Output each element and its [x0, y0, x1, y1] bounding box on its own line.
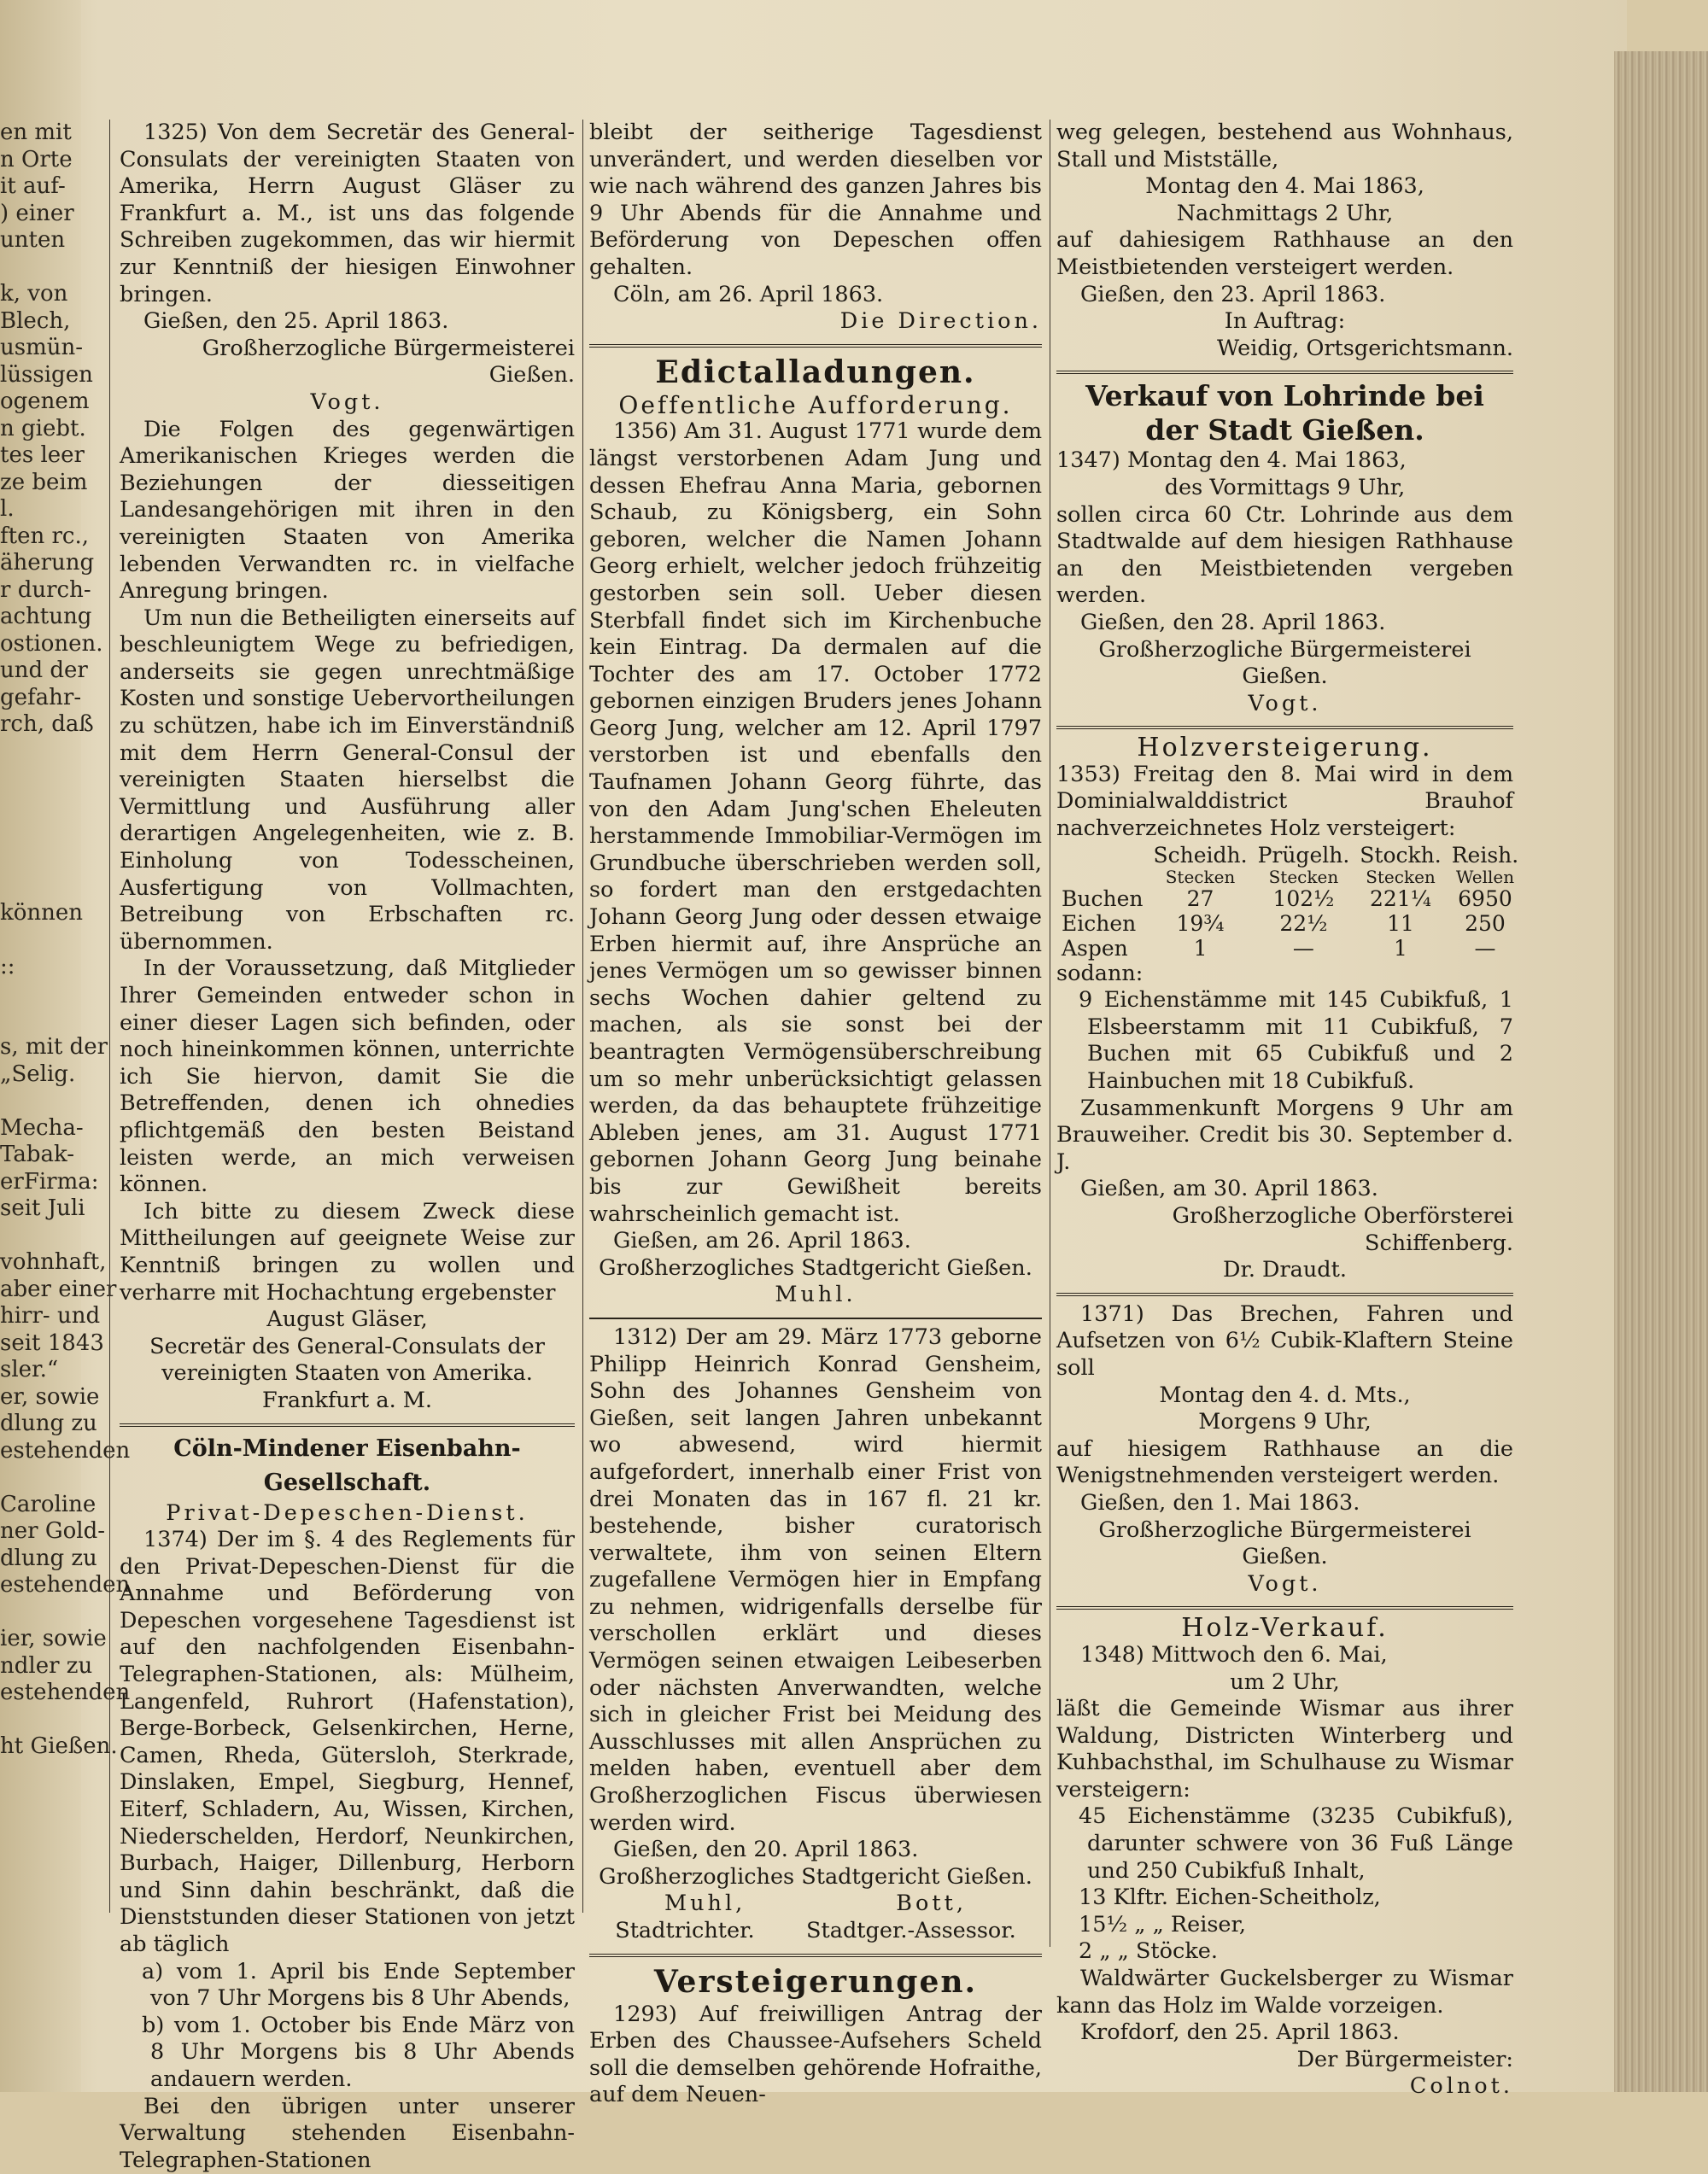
- section-divider: [589, 344, 1042, 348]
- notice-1312-signatures: [589, 1891, 1042, 1918]
- notice-signer-title: Secretär des General-Consulats der vereinigten Staaten von Amerika.: [149, 1333, 545, 1387]
- notice-1348-item: 13 Klftr. Eichen-Scheitholz,: [1079, 1885, 1381, 1911]
- notice-1356-signature: Muhl.: [775, 1282, 857, 1308]
- left-fragment-line: [0, 765, 85, 792]
- table-row: Buchen 27 102½ 221¼ 6950: [1062, 885, 1512, 911]
- left-fragment-line: ze beim: [0, 469, 88, 495]
- notice-1325: 1325) Von dem Secretär des General-Consulats der vereinigten Staaten von Amerika, Herrn August Gläser zu Frankfurt a. M., ist uns das folgende Schreiben zugekommen, das wir hiermit zur Kenntniß der hiesigen Einwohner bringen.: [120, 120, 575, 307]
- section-divider: [589, 1318, 1042, 1319]
- left-fragment-line: tes leer: [0, 442, 85, 468]
- notice-1348-item: 15½ „ „ Reiser,: [1079, 1911, 1247, 1937]
- left-fragment-line: n giebt.: [0, 415, 86, 441]
- left-fragment-line: ier, sowie: [0, 1626, 107, 1651]
- signature-muhl: Muhl,: [664, 1891, 746, 1917]
- notice-1347-text: sollen circa 60 Ctr. Lohrinde aus dem Stadtwalde auf dem hiesigen Rathhause an den Meistbietenden vergeben werden.: [1056, 501, 1513, 609]
- continued-body: auf dahiesigem Rathhause an den Meistbietenden versteigert werden.: [1056, 227, 1513, 280]
- continued-date: Cöln, am 26. April 1863.: [613, 281, 884, 307]
- left-fragment-line: n Orte: [0, 146, 73, 172]
- left-fragment-line: en mit: [0, 120, 72, 145]
- zusammenkunft: Zusammenkunft Morgens 9 Uhr am Brauweiher. Credit bis 30. September d. J.: [1056, 1095, 1513, 1175]
- notice-1348: 1348) Mittwoch den 6. Mai,: [1080, 1641, 1388, 1668]
- left-fragment-line: [0, 819, 85, 846]
- notice-1293: 1293) Auf freiwilligen Antrag der Erben des Chaussee-Aufsehers Scheld soll die demselben gehörende Hofraithe, auf dem Neuen-: [589, 2001, 1042, 2108]
- lohrinde-title: Verkauf von Lohrinde bei der Stadt Gießen.: [1085, 379, 1484, 447]
- notice-1348-date: Krofdorf, den 25. April 1863.: [1080, 2019, 1400, 2046]
- section-divider: [1056, 1606, 1513, 1610]
- left-fragment-line: Tabak-: [0, 1142, 75, 1167]
- railway-tail: Bei den übrigen unter unserer Verwaltung stehenden Eisenbahn-Telegraphen-Stationen: [120, 2093, 575, 2173]
- notice-1347-time: des Vormittags 9 Uhr,: [1164, 474, 1406, 500]
- left-fragment-line: Mecha-: [0, 1114, 84, 1141]
- section-divider: [1056, 1293, 1513, 1296]
- left-fragment-line: seit Juli: [0, 1195, 85, 1221]
- column-1: [120, 120, 575, 2174]
- left-fragment-line: estehenden: [0, 1680, 131, 1705]
- left-fragment-line: [0, 980, 85, 1008]
- continued-auftrag: In Auftrag:: [1224, 308, 1346, 335]
- notice-1348-item: 45 Eichenstämme (3235 Cubikfuß), darunter schwere von 36 Fuß Länge und 250 Cubikfuß Inhalt,: [1079, 1803, 1513, 1884]
- notice-1347-signature: Vogt.: [1248, 690, 1322, 716]
- heading-edictalladungen: Edictalladungen.: [655, 354, 976, 390]
- notice-1371-text: auf hiesigem Rathhause an die Wenigstnehmenden versteigert werden.: [1056, 1435, 1513, 1489]
- notice-1356: 1356) Am 31. August 1771 wurde dem längst verstorbenen Adam Jung und dessen Ehefrau Anna Maria, gebornen Schaub, zu Königsberg, ein Sohn geboren, welcher die Namen Johann Georg erhielt, welcher jedoch frühzeitig gestorben sein soll. Ueber diesen Sterbfall findet sich im Kirchenbuche kein Eintrag. Da dermalen auf die Tochter des am 17. October 1772 gebornen einzigen Bruders jenes Johann Georg Jung, welcher am 12. April 1797 verstorben ist und ebenfalls den Taufnamen Johann Georg führte, das von den Adam Jung'schen Eheleuten herstammende Immobiliar-Vermögen im Grundbuche überschrieben werden soll, so fordert man den erstgedachten Johann Georg Jung oder dessen etwaige Erben hiermit auf, ihre Ansprüche an jenes Vermögen um so gewisser binnen sechs Wochen dahier geltend zu machen, als sie sonst bei der beantragten Vermögensüberschreibung um so mehr unberücksichtigt gelassen werden, da das behauptete frühzeitige Ableben jenes, am 31. August 1771 gebornen Johann Georg Jung beinahe bis zur Gewißheit bereits wahrscheinlich gemacht ist.: [589, 418, 1042, 1227]
- continued-text: weg gelegen, bestehend aus Wohnhaus, Stall und Mistställe,: [1056, 120, 1513, 172]
- notice-paragraph: Die Folgen des gegenwärtigen Amerikanischen Krieges werden die Beziehungen der diesseitigen Landesangehörigen mit ihren in den vereinigten Staaten von Amerika lebenden Verwandten rc. in vielfache Anregung bringen.: [120, 416, 575, 605]
- table-row: Eichen 19¾ 22½ 11 250: [1062, 910, 1506, 936]
- section-divider: [1056, 726, 1513, 729]
- railway-title: Cöln-Mindener Eisenbahn-Gesellschaft.: [173, 1435, 521, 1496]
- left-fragment-line: s, mit der: [0, 1034, 108, 1060]
- notice-1353-signature: Dr. Draudt.: [1223, 1257, 1347, 1283]
- left-fragment-line: [0, 1223, 85, 1250]
- role-assessor: Stadtger.-Assessor.: [806, 1918, 1016, 1943]
- notice-1356-authority: Großherzogliches Stadtgericht Gießen.: [599, 1254, 1032, 1281]
- left-fragment-line: hirr- und: [0, 1303, 101, 1329]
- timber-table-units: Stecken Stecken Stecken Wellen: [1165, 866, 1515, 887]
- notice-1371-day: Montag den 4. d. Mts.,: [1159, 1382, 1411, 1408]
- left-fragment-line: äherung: [0, 550, 95, 576]
- signature-bott: Bott,: [896, 1891, 967, 1917]
- section-divider: [120, 1423, 575, 1427]
- continued-text: bleibt der seitherige Tagesdienst unverändert, und werden dieselben vor wie nach während des ganzen Jahres bis 9 Uhr Abends für die Annahme und Beförderung von Depeschen offen gehalten.: [589, 120, 1042, 280]
- notice-1348-authority: Der Bürgermeister:: [1296, 2046, 1513, 2072]
- left-fragment-line: [0, 873, 85, 900]
- notice-1353: 1353) Freitag den 8. Mai wird in dem Dominialwalddistrict Brauhof nachverzeichnetes Holz versteigert:: [1056, 761, 1513, 842]
- notice-1312: 1312) Der am 29. März 1773 geborne Philipp Heinrich Konrad Gensheim, Sohn des Johannes Gensheim von Gießen, seit langen Jahren unbekannt wo abwesend, wird hiermit aufgefordert, innerhalb einer Frist von drei Monaten das in 167 fl. 21 kr. bestehende, bisher curatorisch verwaltete, ihm von seinen Eltern zugefallene Vermögen hier in Empfang zu nehmen, widrigenfalls derselbe für verschollen erklärt und dieses Vermögen seinen etwaigen Leibeserben oder nächsten Anverwandten, welche sich in gleicher Frist bei Meidung des Ausschlusses mit allen Ansprüchen zu melden haben, eventuell aber dem Großherzoglichen Fiscus überwiesen werden wird.: [589, 1324, 1042, 1836]
- sodann-text: 9 Eichenstämme mit 145 Cubikfuß, 1 Elsbeerstamm mit 11 Cubikfuß, 7 Buchen mit 65 Cubikfuß und 2 Hainbuchen mit 18 Cubikfuß.: [1079, 987, 1513, 1095]
- role-stadtrichter: Stadtrichter.: [615, 1918, 755, 1943]
- column-rule: [109, 120, 110, 1913]
- left-fragment-line: [0, 846, 85, 874]
- book-edge: [1614, 51, 1708, 2092]
- notice-1347-authority: Großherzogliche Bürgermeisterei Gießen.: [1098, 636, 1471, 690]
- notice-1312-roles: [589, 1918, 1042, 1945]
- left-fragment-line: k, von: [0, 281, 68, 307]
- left-fragment-line: [0, 926, 85, 954]
- notice-1312-date: Gießen, den 20. April 1863.: [613, 1837, 919, 1863]
- left-fragment-line: Caroline: [0, 1491, 97, 1517]
- left-fragment-line: ::: [0, 953, 15, 979]
- left-fragment-line: [0, 1464, 85, 1492]
- left-fragment-line: dlung zu: [0, 1545, 97, 1571]
- notice-1348-signature: Colnot.: [1409, 2073, 1513, 2100]
- left-fragment-line: unten: [0, 227, 66, 253]
- left-fragment-line: rch, daß: [0, 711, 94, 737]
- subheading-aufforderung: Oeffentliche Aufforderung.: [618, 390, 1013, 419]
- left-fragment-line: lüssigen: [0, 361, 93, 388]
- timber-table-head: Scheidh. Prügelh. Stockh. Reish.: [1153, 842, 1519, 868]
- railway-item-a: a) vom 1. April bis Ende September von 7 Uhr Morgens bis 8 Uhr Abends,: [142, 1958, 575, 2012]
- notice-1348-time: um 2 Uhr,: [1230, 1668, 1340, 1695]
- notice-1348-text2: Waldwärter Guckelsberger zu Wismar kann das Holz im Walde vorzeigen.: [1056, 1966, 1513, 2019]
- column-2: [589, 120, 1042, 2109]
- column-rule: [582, 120, 583, 1913]
- continued-sign: Die Direction.: [839, 308, 1042, 335]
- left-fragment-line: ften rc.,: [0, 523, 89, 549]
- left-fragment-line: estehenden: [0, 1437, 131, 1464]
- left-fragment-line: erFirma:: [0, 1168, 99, 1195]
- notice-paragraph: Um nun die Betheiligten einerseits auf beschleunigtem Wege zu befriedigen, anderseits sie gegen unrechtmäßige Kosten und sonstige Uebervortheilungen zu schützen, habe ich im Einverständniß mit dem Herrn General-Consul der vereinigten Staaten hierselbst die Vermittlung und Ausführung aller derartigen Angelegenheiten, wie z. B. Einholung von Todesscheinen, Ausfertigung von Vollmachten, Betreibung von Erbschaften rc. übernommen.: [120, 605, 575, 955]
- notice-1348-item: 2 „ „ Stöcke.: [1079, 1938, 1218, 1965]
- timber-table: [1056, 843, 1524, 961]
- notice-1371-date: Gießen, den 1. Mai 1863.: [1080, 1489, 1360, 1516]
- left-fragment-line: ) einer: [0, 200, 74, 226]
- column-3: [1056, 120, 1519, 2101]
- notice-1347-date: Gießen, den 28. April 1863.: [1080, 609, 1386, 635]
- left-fragment-line: sler.“: [0, 1357, 59, 1382]
- left-fragment-line: gefahr-: [0, 684, 82, 710]
- continued-date: Gießen, den 23. April 1863.: [1080, 281, 1386, 307]
- left-fragment-line: „Selig.: [0, 1061, 76, 1087]
- notice-1371-authority: Großherzogliche Bürgermeisterei Gießen.: [1098, 1517, 1471, 1570]
- notice-1356-date: Gießen, am 26. April 1863.: [613, 1228, 911, 1254]
- notice-1371-signature: Vogt.: [1248, 1570, 1322, 1597]
- holzversteigerung-title: Holzversteigerung.: [1137, 733, 1433, 763]
- left-fragment-line: [0, 1008, 85, 1035]
- left-fragment-line: r durch-: [0, 576, 91, 603]
- left-fragment-line: er, sowie: [0, 1383, 100, 1410]
- notice-1347: 1347) Montag den 4. Mai 1863,: [1056, 447, 1407, 474]
- left-fragment-line: estehenden: [0, 1572, 131, 1598]
- notice-paragraph: In der Voraussetzung, daß Mitglieder Ihrer Gemeinden entweder schon in einer dieser Lagen sich befinden, oder noch hineinkommen können, unterrichte ich Sie hiervon, damit Sie die Betreffenden, denen ich ohnedies pflichtgemäß den besten Beistand leisten werde, an mich verweisen können.: [120, 956, 575, 1198]
- left-fragment-line: l.: [0, 496, 15, 522]
- holzverkauf-title: Holz-Verkauf.: [1181, 1613, 1389, 1644]
- left-fragment-line: ner Gold-: [0, 1518, 105, 1544]
- left-fragment-line: seit 1843: [0, 1330, 104, 1356]
- sodann-label: sodann:: [1056, 960, 1144, 986]
- notice-place: Frankfurt a. M.: [262, 1387, 432, 1413]
- table-row: Aspen 1 — 1 —: [1062, 935, 1496, 961]
- left-fragment-line: ht Gießen.: [0, 1733, 118, 1759]
- left-fragment-line: [0, 1088, 85, 1115]
- left-fragment-line: können: [0, 899, 84, 926]
- notice-signature: Vogt.: [310, 389, 384, 415]
- left-fragment-line: und der: [0, 657, 88, 683]
- left-fragment-line: [0, 1707, 85, 1734]
- notice-1312-authority: Großherzogliches Stadtgericht Gießen.: [599, 1863, 1032, 1890]
- left-fragment-line: it auf-: [0, 173, 66, 199]
- section-divider: [1056, 371, 1513, 374]
- notice-1348-text: läßt die Gemeinde Wismar aus ihrer Waldung, Districten Winterberg und Kuhbachsthal, im Schulhause zu Wismar versteigern:: [1056, 1696, 1513, 1803]
- left-fragment-line: achtung: [0, 604, 92, 629]
- left-fragment-line: ogenem: [0, 389, 90, 414]
- left-fragment-line: Blech,: [0, 307, 71, 334]
- railway-subtitle: Privat-Depeschen-Dienst.: [166, 1499, 529, 1526]
- left-fragment-line: [0, 1599, 85, 1627]
- left-fragment-line: ostionen.: [0, 630, 103, 657]
- railway-item-b: b) vom 1. October bis Ende März von 8 Uhr Morgens bis 8 Uhr Abends andauern werden.: [142, 2012, 575, 2092]
- left-fragment-line: [0, 254, 85, 282]
- notice-1371: 1371) Das Brechen, Fahren und Aufsetzen von 6½ Cubik-Klaftern Steine soll: [1056, 1300, 1513, 1381]
- left-fragment-line: usmün-: [0, 335, 84, 360]
- left-page-fragment: [0, 120, 131, 1761]
- continued-time: Nachmittags 2 Uhr,: [1176, 200, 1394, 226]
- notice-1353-date: Gießen, am 30. April 1863.: [1080, 1176, 1378, 1202]
- continued-signature: Weidig, Ortsgerichtsmann.: [1217, 335, 1513, 361]
- section-divider: [589, 1954, 1042, 1957]
- notice-date: Gießen, den 25. April 1863.: [143, 308, 449, 335]
- notice-paragraph: Ich bitte zu diesem Zweck diese Mittheilungen auf geeignete Weise zur Kenntniß bringen zu wollen und verharre mit Hochachtung ergebenster: [120, 1198, 575, 1306]
- continued-day: Montag den 4. Mai 1863,: [1145, 173, 1424, 200]
- notice-authority: Großherzogliche Bürgermeisterei Gießen.: [202, 335, 575, 389]
- left-fragment-line: ndler zu: [0, 1652, 93, 1679]
- left-fragment-line: vohnhaft,: [0, 1249, 107, 1275]
- left-fragment-line: [0, 739, 85, 766]
- heading-versteigerungen: Versteigerungen.: [653, 1963, 978, 2000]
- left-fragment-line: [0, 792, 85, 820]
- notice-1371-time: Morgens 9 Uhr,: [1198, 1409, 1372, 1435]
- left-fragment-line: dlung zu: [0, 1411, 97, 1436]
- notice-signer: August Gläser,: [266, 1306, 428, 1333]
- notice-1353-authority: Großherzogliche Oberförsterei Schiffenberg.: [1172, 1203, 1513, 1256]
- left-fragment-line: aber einer: [0, 1276, 117, 1302]
- railway-notice-1374: 1374) Der im §. 4 des Reglements für den Privat-Depeschen-Dienst für die Annahme und Beförderung von Depeschen vorgesehene Tagesdienst ist auf den nachfolgenden Eisenbahn-Telegraphen-Stationen, als: Mülheim, Langenfeld, Ruhrort (Hafenstation), Berge-Borbeck, Gelsenkirchen, Herne, Camen, Rheda, Gütersloh, Sterkrade, Dinslaken, Empel, Siegburg, Hennef, Eiterf, Schladern, Au, Wissen, Kirchen, Niederschelden, Herdorf, Neunkirchen, Burbach, Haiger, Dillenburg, Herborn und Sinn dahin beschränkt, daß die Dienststunden dieser Stationen von jetzt ab täglich: [120, 1527, 575, 1957]
